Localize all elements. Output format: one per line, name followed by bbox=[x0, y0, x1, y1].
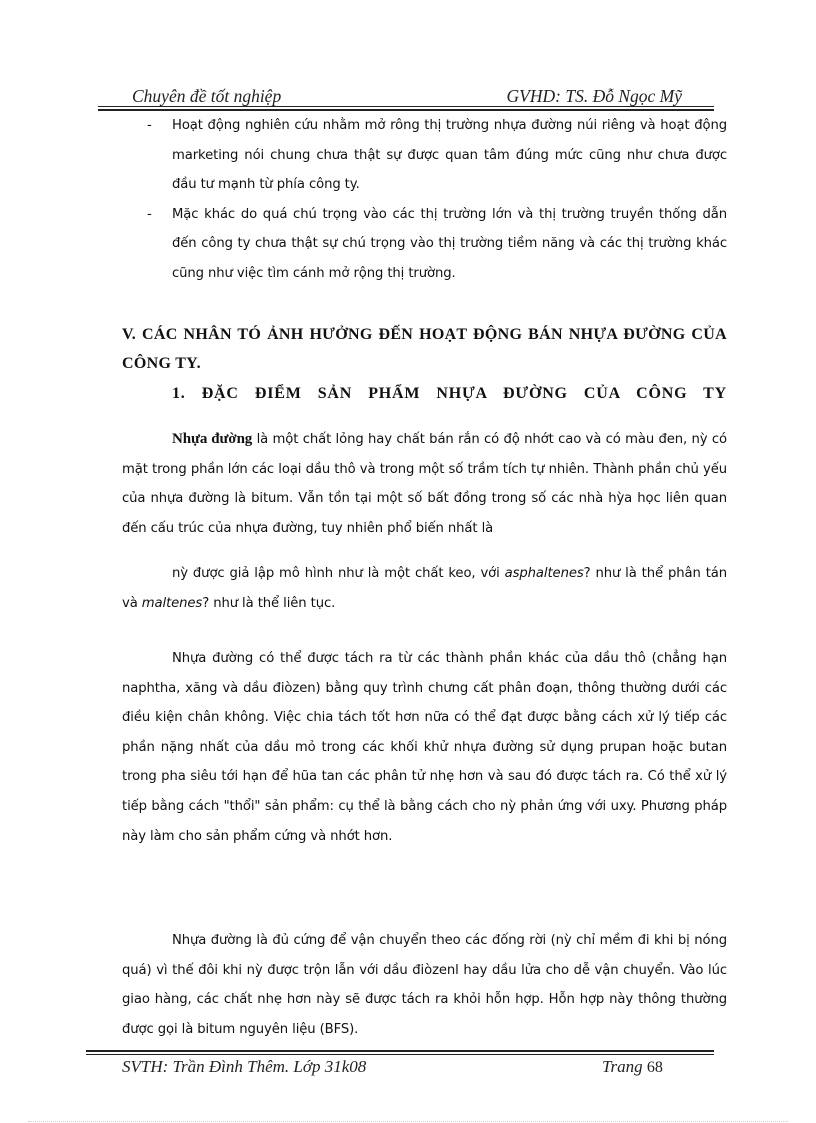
footer-page bbox=[602, 1057, 663, 1077]
header-rule bbox=[98, 106, 714, 107]
header-advisor: GVHD: TS. Đỗ Ngọc Mỹ bbox=[506, 86, 682, 106]
paragraph-definition bbox=[122, 425, 727, 543]
footer-student: SVTH: Trần Đình Thêm. Lớp 31k08 bbox=[122, 1057, 367, 1076]
bullet-text: Mặc khác do quá chú trọng vào các thị trường lớn và thị trường truyền thống dẫn đến công ty chưa thật sự chú trọng vào thị trường tiềm năng và các thị trường khác cũng như việc tìm cánh mở rộng thị trường. bbox=[172, 206, 727, 281]
footer-rule-thick bbox=[86, 1050, 714, 1052]
bullet-item bbox=[147, 200, 727, 289]
paragraph-text: là một chất lỏng hay chất bán rắn có độ nhớt cao và có màu đen, nỳ có mặt trong phần lớn các loại dầu thô và trong một số trầm tích tự nhiên. Thành phần chủ yếu của nhựa đường là bitum. Vẫn tồn tại một số bất đồng trong số các nhà hỳa học liên quan đến cấu trúc của nhựa đường, tuy nhiên phổ biến nhất là bbox=[122, 432, 727, 536]
header-title: Chuyên đề tốt nghiệp bbox=[132, 86, 282, 106]
paragraph-transport bbox=[122, 926, 727, 1044]
section-heading: V. CÁC NHÂN TÓ ẢNH HƯỞNG ĐẾN HOẠT ĐỘNG BÁN NHỰA ĐƯỜNG CỦA CÔNG TY. bbox=[122, 326, 727, 372]
bullet-dash: - bbox=[147, 206, 152, 222]
paragraph-text: Nhựa đường là đủ cứng để vận chuyển theo các đống rời (nỳ chỉ mềm đi khi bị nóng quá) vì thế đôi khi nỳ được trộn lẫn với dầu điòzenl hay dầu lửa cho dễ vận chuyển. Vào lúc giao hàng, các chất nhẹ hơn này sẽ được tách ra khỏi hỗn hợp. Hỗn hợp này thông thường được gọi là bitum nguyên liệu (BFS). bbox=[122, 933, 727, 1037]
paragraph-text: ? như là thể liên tục. bbox=[202, 595, 336, 611]
bullet-list bbox=[147, 111, 727, 289]
bullet-item bbox=[147, 111, 727, 200]
page-label: Trang bbox=[602, 1057, 643, 1076]
page-header bbox=[98, 82, 714, 106]
page-edge bbox=[28, 1121, 788, 1122]
page-number: 68 bbox=[646, 1059, 663, 1076]
paragraph-separation bbox=[122, 644, 727, 851]
bullet-dash: - bbox=[147, 118, 152, 133]
paragraph-text: nỳ được giả lập mô hình như là một chất keo, với bbox=[172, 566, 505, 581]
subsection-heading: 1. ĐẶC ĐIỂM SẢN PHẨM NHỰA ĐƯỜNG CỦA CÔNG TY bbox=[172, 385, 727, 402]
bullet-text: Hoạt động nghiên cứu nhằm mở rông thị trường nhựa đường núi riêng và hoạt động marketing nói chung chưa thật sự được quan tâm đúng mức cũng như chưa được đầu tư mạnh từ phía công ty. bbox=[172, 118, 727, 193]
term-asphaltenes: asphaltenes bbox=[504, 566, 584, 581]
term-maltenes: maltenes bbox=[141, 595, 203, 611]
paragraph-text: Nhựa đường có thể được tách ra từ các thành phần khác của dầu thô (chẳng hạn naphtha, xăng và dầu điòzen) bằng quy trình chưng cất phân đoạn, thông thường dưới các điều kiện chân không. Việc chia tách tốt hơn nữa có thể đạt được bằng cách xử lý tiếp các phần nặng nhất của dầu mỏ trong các khối khử nhựa đường sử dụng prupan hoặc butan trong pha siêu tới hạn để hũa tan các phân tử nhẹ hơn và sau đó được tách ra. Có thể xử lý tiếp bằng cách "thổi" sản phẩm: cụ thể là bằng cách cho nỳ phản ứng với uxy. Phương pháp này làm cho sản phẩm cứng và nhớt hơn. bbox=[122, 651, 727, 844]
paragraph-text: ? như là thể phân tán và bbox=[122, 566, 728, 611]
paragraph-colloid bbox=[122, 559, 727, 618]
term-nhua-duong: Nhựa đường bbox=[172, 431, 253, 447]
page-footer bbox=[122, 1055, 682, 1079]
